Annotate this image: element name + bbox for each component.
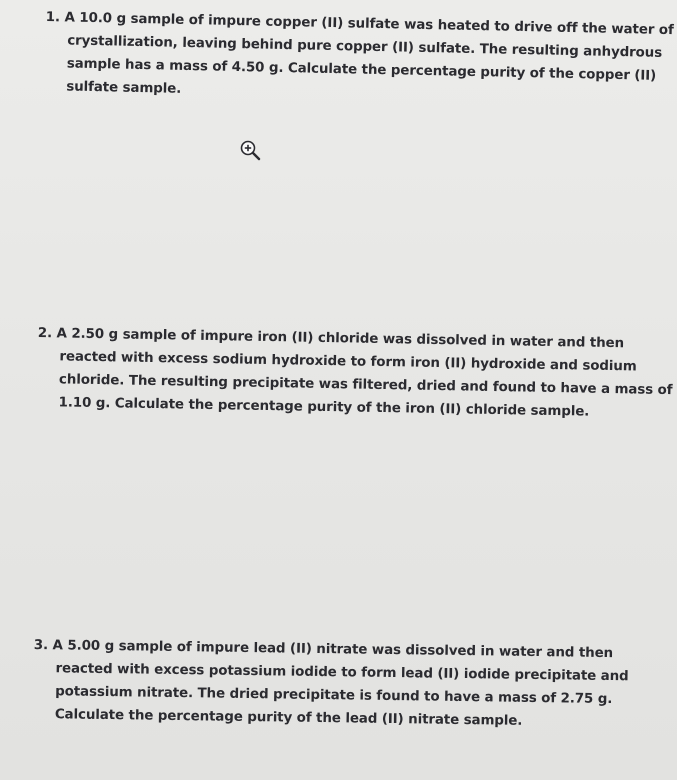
zoom-in-icon[interactable] — [238, 138, 264, 164]
question-2-line-1: 2. A 2.50 g sample of impure iron (II) chloride was dissolved in water and then — [37, 325, 625, 352]
question-1-line-4: sulfate sample. — [66, 79, 182, 97]
question-2 — [36, 322, 673, 424]
question-2-line-3: chloride. The resulting precipitate was filtered, dried and found to have a mass of — [58, 372, 673, 399]
question-1-line-3: sample has a mass of 4.50 g. Calculate the percentage purity of the copper (II) — [66, 56, 657, 84]
question-1-line-1: 1. A 10.0 g sample of impure copper (II) sulfate was heated to drive off the water of — [45, 9, 674, 39]
question-3 — [33, 634, 634, 734]
question-2-line-2: reacted with excess sodium hydroxide to form iron (II) hydroxide and sodium — [59, 349, 637, 375]
question-1 — [44, 6, 674, 111]
question-3-line-4: Calculate the percentage purity of the lead (II) nitrate sample. — [54, 707, 523, 729]
question-1-line-2: crystallization, leaving behind pure copper (II) sulfate. The resulting anhydrous — [67, 33, 663, 61]
question-3-line-1: 3. A 5.00 g sample of impure lead (II) nitrate was dissolved in water and then — [33, 637, 614, 662]
question-3-line-3: potassium nitrate. The dried precipitate is found to have a mass of 2.75 g. — [55, 684, 613, 708]
question-2-line-4: 1.10 g. Calculate the percentage purity of the iron (II) chloride sample. — [58, 395, 590, 420]
question-3-line-2: reacted with excess potassium iodide to form lead (II) iodide precipitate and — [55, 661, 629, 685]
